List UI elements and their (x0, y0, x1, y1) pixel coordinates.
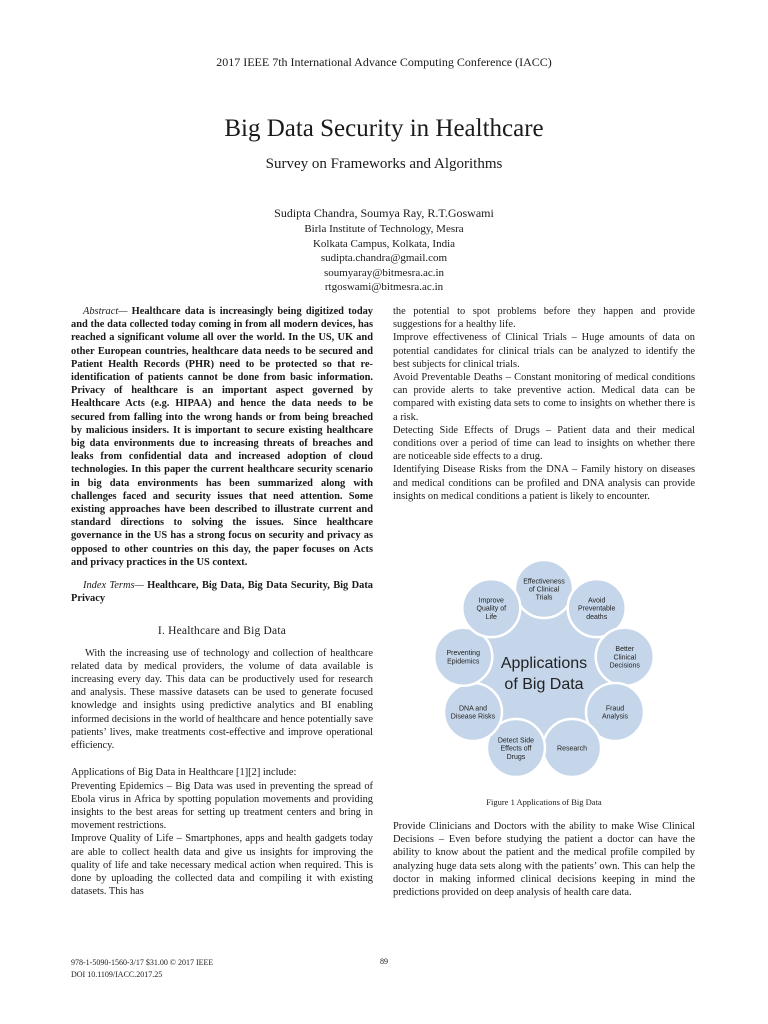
list-item: Improve effectiveness of Clinical Trials – Huge amounts of data on potential candidates for clinical trials can be analyzed to identify the best subjects for clinical trials. (393, 332, 695, 370)
diagram-node-label: Better (615, 646, 635, 654)
abstract-text: Healthcare data is increasingly being digitized today and the data collected today coming in from all modern devices, has reached a significant volume all over the world. In the US, UK and other European countries, healthcare data needs to be secured and Patient Health Records (PHR) need to be protected so that re-identification of patients cannot be done from basic information. Privacy of healthcare is an important aspect governed by Healthcare Acts (e.g. HIPAA) and hence the data needs to be secured from falling into the wrong hands or from being breached by malicious insiders. It is important to secure existing healthcare big data environments due to increasing threats of breaches and leaks from confidential data and increased adoption of cloud technologies. In this paper the current healthcare security scenario in big data environments has been summarized along with challenges faced and security issues that need attention. Some existing approaches have been described to illustrate current and standard directions to solving the issues. Since healthcare governance in the US has a strong focus on security and privacy as opposed to other countries on this day, the paper focuses on Acts and privacy practices in the US context. (71, 306, 373, 568)
index-terms (71, 579, 373, 605)
applications-diagram (425, 555, 663, 787)
diagram-node-label: Detect Side (497, 737, 535, 745)
diagram-node (444, 683, 502, 741)
section-heading: I. Healthcare and Big Data (157, 625, 287, 638)
list-item: Detecting Side Effects of Drugs – Patient data and their medical conditions over a period of time can lead to insights on whether there are noticeable side effects to a drug. (393, 424, 695, 463)
list-item: the potential to spot problems before they happen and provide suggestions for a healthy life. (393, 306, 695, 331)
section-intro-paragraph: With the increasing use of technology and collection of healthcare related data by medical providers, the volume of data available is increasing every day. This data can be productively used for research and analysis. These massive datasets can be used to generate focused knowledge and insights using predictive analytics and BI enabling informed decisions in the world of healthcare and hence potentially save patients’ lives, make treatments cost-effective and improve operational efficiency. (71, 647, 373, 752)
diagram-node (543, 719, 601, 777)
campus-name: Kolkata Campus, Kolkata, India (312, 237, 456, 250)
conference-header: 2017 IEEE 7th International Advance Computing Conference (IACC) (216, 55, 552, 69)
figure-caption: Figure 1 Applications of Big Data (486, 797, 602, 807)
affiliation-block (0, 222, 768, 295)
diagram-node-label: Improve (478, 597, 504, 605)
diagram-node-label: Epidemics (447, 658, 480, 666)
left-column (71, 305, 373, 898)
list-item: Avoid Preventable Deaths – Constant monitoring of medical conditions can provide alerts to take preventive action. Medical data can be compared with existing data sets to come to insights on whether there is a risk. (393, 372, 695, 423)
list-item: Preventing Epidemics – Big Data was used in preventing the spread of Ebola virus in Africa by spotting population movements and providing insights to the best areas for setting up treatment centers and bring in movement restrictions. (71, 780, 373, 832)
diagram-node-label: Analysis (601, 713, 629, 721)
diagram-node (515, 560, 573, 618)
author-email[interactable]: sudipta.chandra@gmail.com (320, 252, 448, 264)
paper-title: Big Data Security in Healthcare (224, 115, 544, 142)
diagram-node-label: of Clinical (528, 586, 560, 594)
diagram-node-label: Clinical (613, 654, 637, 662)
abstract-label: Abstract— (83, 306, 128, 317)
list-item: Improve Quality of Life – Smartphones, apps and health gadgets today are able to collect health data and give us insights for improving the quality of life and take necessary medical action when required. This is done by uploading the collected data and compiling it with existing datasets. This has (71, 833, 373, 898)
author-email[interactable]: soumyaray@bitmesra.ac.in (323, 266, 445, 279)
right-column-continued (393, 820, 695, 899)
abstract (71, 305, 373, 569)
diagram-node (596, 628, 654, 686)
diagram-node-label: Research (557, 745, 588, 753)
diagram-node-label: Avoid (588, 597, 606, 605)
diagram-node (462, 579, 520, 637)
diagram-node-label: Disease Risks (450, 713, 496, 721)
diagram-node-label: Preventing (446, 650, 480, 658)
author-list: Sudipta Chandra, Soumya Ray, R.T.Goswami (274, 206, 494, 220)
index-terms-label: Index Terms— (83, 580, 144, 592)
diagram-node-label: DNA and (458, 705, 488, 713)
applications-figure (425, 555, 663, 787)
institute-name: Birla Institute of Technology, Mesra (304, 223, 464, 235)
list-item: Identifying Disease Risks from the DNA – Family history on diseases and medical conditions can be profiled and DNA analysis can provide insights on medical conditions a patient is likely to encounter. (393, 464, 695, 502)
right-column (393, 305, 695, 503)
diagram-node-label: Fraud (605, 705, 625, 713)
diagram-node-label: Trials (535, 594, 553, 602)
index-terms-text: Healthcare, Big Data, Big Data Security, Big Data Privacy (71, 580, 373, 605)
diagram-node-label: Decisions (609, 662, 640, 670)
footer-publication-info (71, 957, 213, 981)
diagram-node-label: Quality of (476, 605, 507, 613)
applications-lead: Applications of Big Data in Healthcare [1][2] include: (71, 767, 297, 779)
page-number: 89 (380, 957, 388, 966)
paper-subtitle: Survey on Frameworks and Algorithms (265, 156, 503, 172)
diagram-center-label: Applications (500, 655, 588, 672)
diagram-node-label: Preventable (578, 605, 616, 613)
diagram-node-label: deaths (586, 613, 608, 621)
diagram-node-label: Effectiveness (523, 578, 565, 586)
list-item: Provide Clinicians and Doctors with the ability to make Wise Clinical Decisions – Even before studying the patient a doctor can have the ability to know about the patient and the medical profile compiled by analyzing huge data sets along with the patients’ own. This can help the doctor in making informed clinical decisions keeping in mind the predictions provided on deep analysis of health care data. (393, 821, 695, 899)
author-email[interactable]: rtgoswami@bitmesra.ac.in (324, 281, 444, 293)
diagram-center-label: of Big Data (504, 676, 584, 693)
diagram-node-label: Effects off (500, 745, 532, 753)
footer-isbn: 978-1-5090-1560-3/17 $31.00 © 2017 IEEE (71, 958, 214, 967)
diagram-node-label: Life (485, 613, 497, 621)
footer-doi: DOI 10.1109/IACC.2017.25 (71, 970, 163, 979)
diagram-node-label: Drugs (506, 753, 526, 761)
